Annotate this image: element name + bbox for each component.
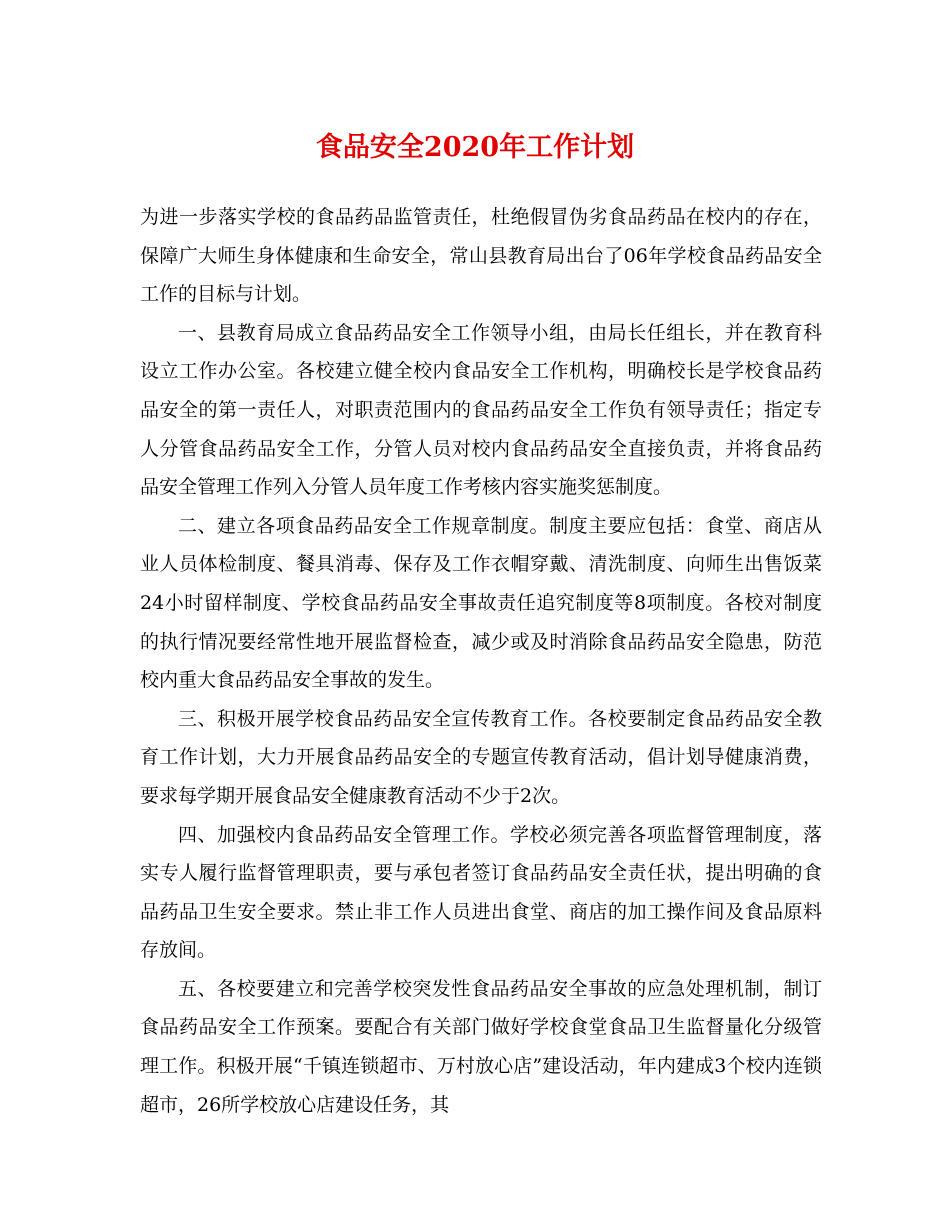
- document-title: 食品安全2020年工作计划: [315, 132, 635, 163]
- paragraph-section-4: 四、加强校内食品药品安全管理工作。学校必须完善各项监督管理制度，落实专人履行监督管理职责，要与承包者签订食品药品安全责任状，提出明确的食品药品卫生安全要求。禁止非工作人员进出食堂、商店的加工操作间及食品原料存放间。: [140, 823, 822, 962]
- paragraph-section-2: 二、建立各项食品药品安全工作规章制度。制度主要应包括：食堂、商店从业人员体检制度、餐具消毒、保存及工作衣帽穿戴、清洗制度、向师生出售饭菜24小时留样制度、学校食品药品安全事故责任追究制度等8项制度。各校对制度的执行情况要经常性地开展监督检查，减少或及时消除食品药品安全隐患，防范校内重大食品药品安全事故的发生。: [140, 514, 822, 692]
- paragraph-section-5: 五、各校要建立和完善学校突发性食品药品安全事故的应急处理机制，制订食品药品安全工作预案。要配合有关部门做好学校食堂食品卫生监督量化分级管理工作。积极开展“千镇连锁超市、万村放心店”建设活动，年内建成3个校内连锁超市，26所学校放心店建设任务，其: [140, 977, 822, 1116]
- document-body: [140, 198, 822, 1124]
- paragraph-section-3: 三、积极开展学校食品药品安全宣传教育工作。各校要制定食品药品安全教育工作计划，大力开展食品药品安全的专题宣传教育活动，倡计划导健康消费，要求每学期开展食品安全健康教育活动不少于2次。: [140, 707, 822, 807]
- paragraph-section-1: 一、县教育局成立食品药品安全工作领导小组，由局长任组长，并在教育科设立工作办公室。各校建立健全校内食品安全工作机构，明确校长是学校食品药品安全的第一责任人，对职责范围内的食品药品安全工作负有领导责任；指定专人分管食品药品安全工作，分管人员对校内食品药品安全直接负责，并将食品药品安全管理工作列入分管人员年度工作考核内容实施奖惩制度。: [140, 321, 822, 499]
- paragraph-intro: 为进一步落实学校的食品药品监管责任，杜绝假冒伪劣食品药品在校内的存在，保障广大师生身体健康和生命安全，常山县教育局出台了06年学校食品药品安全工作的目标与计划。: [140, 206, 822, 306]
